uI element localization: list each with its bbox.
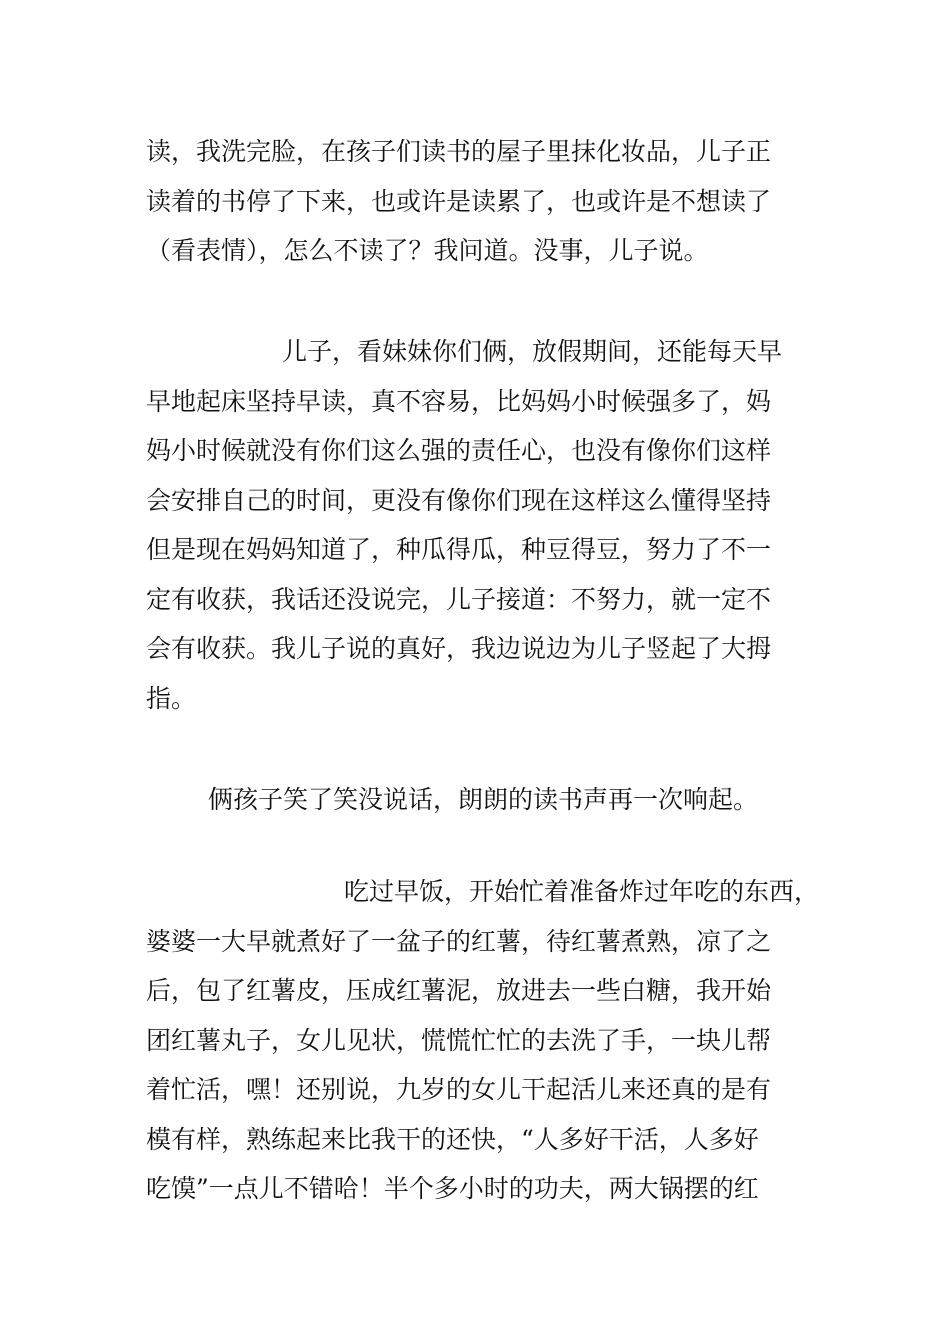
text-line: 早地起床坚持早读，真不容易，比妈妈小时候强多了，妈 [146,386,772,416]
text-line: 定有收获，我话还没说完，儿子接道：不努力，就一定不 [146,584,772,614]
text-line: 吃馍”一点儿不错哈！半个多小时的功夫，两大锅摆的红 [146,1174,759,1203]
text-line: 读着的书停了下来，也或许是读累了，也或许是不想读了 [146,186,772,216]
text-line: 后，包了红薯皮，压成红薯泥，放进去一些白糖，我开始 [146,976,772,1005]
text-line: 俩孩子笑了笑没说话，朗朗的读书声再一次响起。 [208,785,759,814]
text-line: 婆婆一大早就煮好了一盆子的红薯，待红薯煮熟，凉了之 [146,926,772,956]
paragraph-mother-talk [146,327,836,723]
paragraph-children-laugh [146,775,836,825]
text-line: 指。 [146,683,197,713]
text-line: 团红薯丸子，女儿见状，慌慌忙忙的去洗了手，一块儿帮 [146,1025,772,1055]
text-line: 但是现在妈妈知道了，种瓜得瓜，种豆得豆，努力了不一 [146,535,772,564]
text-line: 吃过早饭，开始忙着准备炸过年吃的东西， [344,877,820,906]
text-line: 儿子，看妹妹你们俩，放假期间，还能每天早 [282,337,783,366]
text-line: 着忙活，嘿！还别说，九岁的女儿干起活儿来还真的是有 [146,1075,772,1104]
text-line: （看表情），怎么不读了？我问道。没事，儿子说。 [146,236,709,265]
text-line: 会安排自己的时间，更没有像你们现在这样这么懂得坚持 [146,485,772,515]
text-line: 模有样，熟练起来比我干的还快，“人多好干活，人多好 [146,1124,759,1154]
paragraph-after-breakfast [146,867,836,1214]
text-line: 会有收获。我儿子说的真好，我边说边为儿子竖起了大拇 [146,634,772,663]
text-line: 妈小时候就没有你们这么强的责任心，也没有像你们这样 [146,436,772,465]
text-line: 读，我洗完脸，在孩子们读书的屋子里抹化妆品，儿子正 [146,137,772,166]
paragraph-morning-reading [146,127,836,276]
